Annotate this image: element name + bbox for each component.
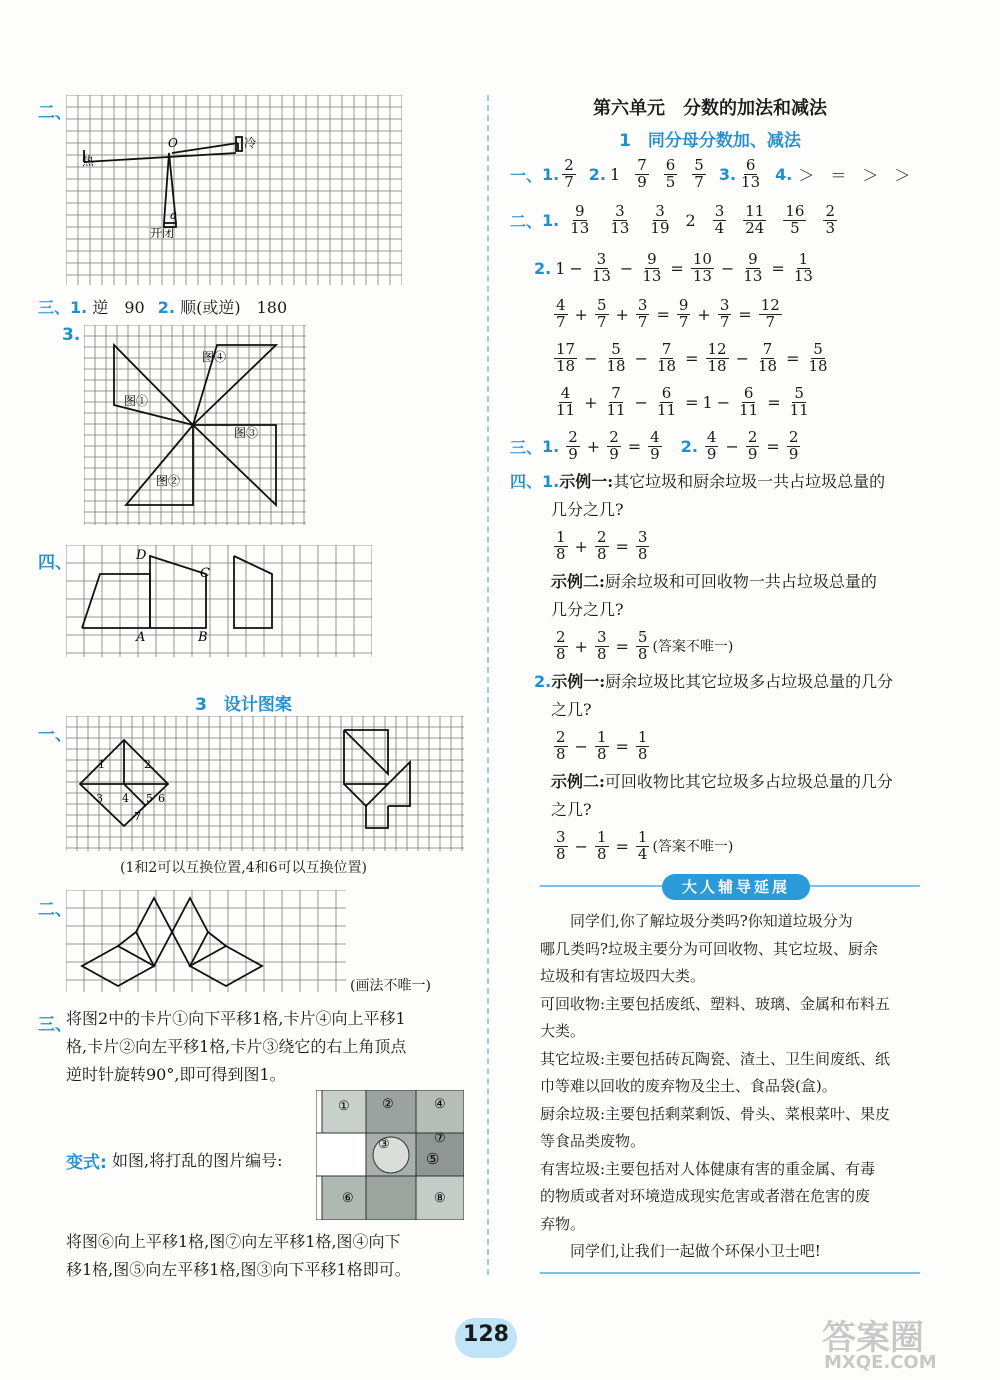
point-c: C <box>200 566 210 581</box>
point-d: D <box>136 548 147 563</box>
item-number: 4. <box>775 164 793 184</box>
answer-line: 将图⑥向上平移1格,图⑦向左平移1格,图④向下 <box>66 1232 401 1251</box>
puzzle-num: ④ <box>434 1097 446 1112</box>
unit-title: 第六单元 分数的加法和减法 <box>593 98 827 119</box>
equation: 3 8 − $\frac{1}{8}$ = $\frac{1}{4}$ (答案不唯一) <box>556 827 734 863</box>
section-label: 二、 <box>510 211 543 231</box>
fraction: 2 7 <box>564 155 574 191</box>
watermark-url: MXQE.COM <box>824 1352 937 1373</box>
s3-line <box>38 295 287 318</box>
answer-value: 2 <box>685 210 696 230</box>
fraction: 9 13 <box>570 201 590 237</box>
point-o: O <box>168 136 178 150</box>
column-divider <box>487 95 489 1275</box>
fig1-label: 图① <box>124 394 149 408</box>
q3-line: 三、 1. 2 9 + $\frac{2}{9}$ = $\frac{4}{9}$ 2. 4 9 − $\frac{2}{9}$ = $\frac{2}{9}$ <box>510 427 799 463</box>
fig2-label: 图② <box>156 474 181 488</box>
section-label: 二、 <box>38 103 72 123</box>
piece-1: 1 <box>98 758 105 771</box>
piece-2: 2 <box>144 758 151 771</box>
section-label: 三、 <box>510 437 543 457</box>
faucet-grid <box>66 95 402 285</box>
variant-text: 如图,将打乱的图片编号: <box>112 1151 283 1170</box>
equation: 4 11 + $\frac{7}{11}$ − $\frac{6}{11}$ = 1 − $\frac{6}{11}$ = $\frac{5}{11}$ <box>556 383 809 419</box>
lesson-title: 1 同分母分数加、减法 <box>619 131 801 151</box>
fraction: 2 3 <box>825 201 835 237</box>
answer-line: 之几? <box>551 700 592 719</box>
puzzle-num: ③ <box>378 1137 390 1152</box>
piece-6: 6 <box>158 792 165 805</box>
answer-line: 之几? <box>551 800 592 819</box>
quadrilateral-grid <box>66 545 372 657</box>
piece-5: 5 <box>146 792 153 805</box>
piece-4: 4 <box>122 792 129 805</box>
item-number: 1. <box>542 436 560 456</box>
point-b: B <box>198 630 208 645</box>
piece-3: 3 <box>96 792 103 805</box>
note: (1和2可以互换位置,4和6可以互换位置) <box>120 860 368 876</box>
answer-line: 几分之几? <box>551 500 624 519</box>
fraction: 3 19 <box>650 201 670 237</box>
fraction: 5 7 <box>694 155 704 191</box>
puzzle-num: ① <box>338 1099 350 1114</box>
answer-text: 逆 90 <box>92 298 145 317</box>
equation: 17 18 − $\frac{5}{18}$ − $\frac{7}{18}$ = $\frac{12}{18}$ − $\frac{7}{18}$ = $\frac{5}{18}$ <box>556 339 828 375</box>
answer-line: 格,卡片②向左平移1格,卡片③绕它的右上角顶点 <box>66 1037 407 1056</box>
item-number: 3. <box>718 164 737 184</box>
note: (画法不唯一) <box>350 978 431 994</box>
banner: 大人辅导延展 <box>662 874 810 900</box>
puzzle-num: ② <box>382 1097 394 1112</box>
fraction: 11 24 <box>745 201 765 237</box>
hot-label: 热 <box>82 154 95 168</box>
fraction: 7 9 <box>637 155 647 191</box>
page-number: 128 <box>463 1322 509 1347</box>
item-number: 1. <box>70 298 88 317</box>
example2: 示例二:厨余垃圾和可回收物一共占垃圾总量的 <box>551 572 877 591</box>
section-label: 二、 <box>38 900 72 920</box>
fraction: 3 4 <box>714 201 725 237</box>
item-number: 2. <box>588 164 606 184</box>
section-label: 三、 <box>38 298 71 317</box>
watermark-logo: 答案圈 <box>822 1318 924 1358</box>
fraction: 16 5 <box>785 201 805 237</box>
puzzle-num: ⑤ <box>426 1150 440 1168</box>
fraction: 6 13 <box>741 155 761 191</box>
section-label: 一、 <box>510 165 543 185</box>
item-number: 1. <box>542 164 560 184</box>
windmill-grid <box>84 325 306 525</box>
equation: 2 8 − $\frac{1}{8}$ = $\frac{1}{8}$ <box>556 727 648 763</box>
note: (答案不唯一) <box>652 639 734 655</box>
cold-label: 冷 <box>244 136 257 150</box>
note: (答案不唯一) <box>652 839 734 855</box>
design-grid-1 <box>66 716 464 851</box>
valve-label: 开闭 <box>150 226 175 240</box>
point-a: a <box>170 208 178 222</box>
fig4-label: 图④ <box>202 350 227 364</box>
item-number: 3. <box>62 325 81 345</box>
puzzle-num: ⑦ <box>434 1131 446 1146</box>
comparison-answers: ＞ ＝ ＞ ＞ <box>798 165 911 185</box>
q1-line <box>510 152 910 196</box>
section-label: 四、 <box>38 553 72 573</box>
equation: 2. 1 − $\frac{3}{13}$ − $\frac{9}{13}$ = $\frac{10}{13}$ − $\frac{9}{13}$ = $\frac{1}{13}$ <box>534 249 813 285</box>
q4-2-example1: 2.示例一:厨余垃圾比其它垃圾多占垃圾总量的几分 <box>534 672 894 691</box>
fraction: 3 13 <box>610 201 630 237</box>
item-number: 2. <box>534 258 552 278</box>
answer-line: 移1格,图⑤向左平移1格,图③向下平移1格即可。 <box>66 1260 411 1279</box>
fraction: 6 5 <box>665 155 676 191</box>
puzzle-num: ⑥ <box>342 1191 354 1206</box>
puzzle-num: ⑧ <box>434 1191 446 1206</box>
answer-line: 几分之几? <box>551 600 624 619</box>
point-a: A <box>136 630 146 645</box>
section-label: 一、 <box>38 725 72 745</box>
item-number: 2. <box>157 298 176 317</box>
design-grid-2 <box>66 890 346 992</box>
q4-1-example1: 四、1.示例一:其它垃圾和厨余垃圾一共占垃圾总量的 <box>510 472 886 491</box>
piece-7: 7 <box>134 810 141 823</box>
answer-line: 逆时针旋转90°,即可得到图1。 <box>66 1065 286 1084</box>
equation: 1 8 + $\frac{2}{8}$ = $\frac{3}{8}$ <box>556 527 648 563</box>
q2-1-line <box>510 198 840 242</box>
answer-line: 将图2中的卡片①向下平移1格,卡片④向上平移1 <box>66 1009 406 1028</box>
item-number: 1. <box>542 210 560 230</box>
section-label: 三、 <box>38 1015 72 1035</box>
extension-paragraph: 同学们,你了解垃圾分类吗?你知道垃圾分为 哪几类吗?垃圾主要分为可回收物、其它垃圾、厨余 垃圾和有害垃圾四大类。 可回收物:主要包括废纸、塑料、玻璃、金属和布料五 大类。 其它垃圾:主要包括砖瓦陶瓷、渣土、卫生间废纸、纸 巾等难以回收的废弃物及尘土、食品袋(盒)。 厨余垃圾:主要包括剩菜剩饭、骨头、菜根菜叶、果皮 等食品类废物。 有害垃圾:主要包括对人体健康有害的重金属、有毒 的物质或者对环境造成现实危害或者潜在危害的废 弃物。 同学们,让我们一起做个环保小卫士吧! <box>540 912 891 1260</box>
example2: 示例二:可回收物比其它垃圾多占垃圾总量的几分 <box>551 772 893 791</box>
answer-text: 顺(或逆) 180 <box>180 298 288 317</box>
equation: 2 8 + $\frac{3}{8}$ = $\frac{5}{8}$ (答案不唯一) <box>556 627 734 663</box>
section-title: 3 设计图案 <box>195 695 292 715</box>
equation: 4 7 + $\frac{5}{7}$ + $\frac{3}{7}$ = $\frac{9}{7}$ + $\frac{3}{7}$ = $\frac{12}{7}$ <box>556 295 780 331</box>
fig3-label: 图③ <box>234 426 259 440</box>
banner-rule <box>540 1272 920 1274</box>
item-number: 2. <box>680 436 698 456</box>
puzzle-image <box>316 1090 464 1220</box>
answer-value: 1 <box>610 164 621 184</box>
variant-label: 变式: <box>66 1153 107 1173</box>
